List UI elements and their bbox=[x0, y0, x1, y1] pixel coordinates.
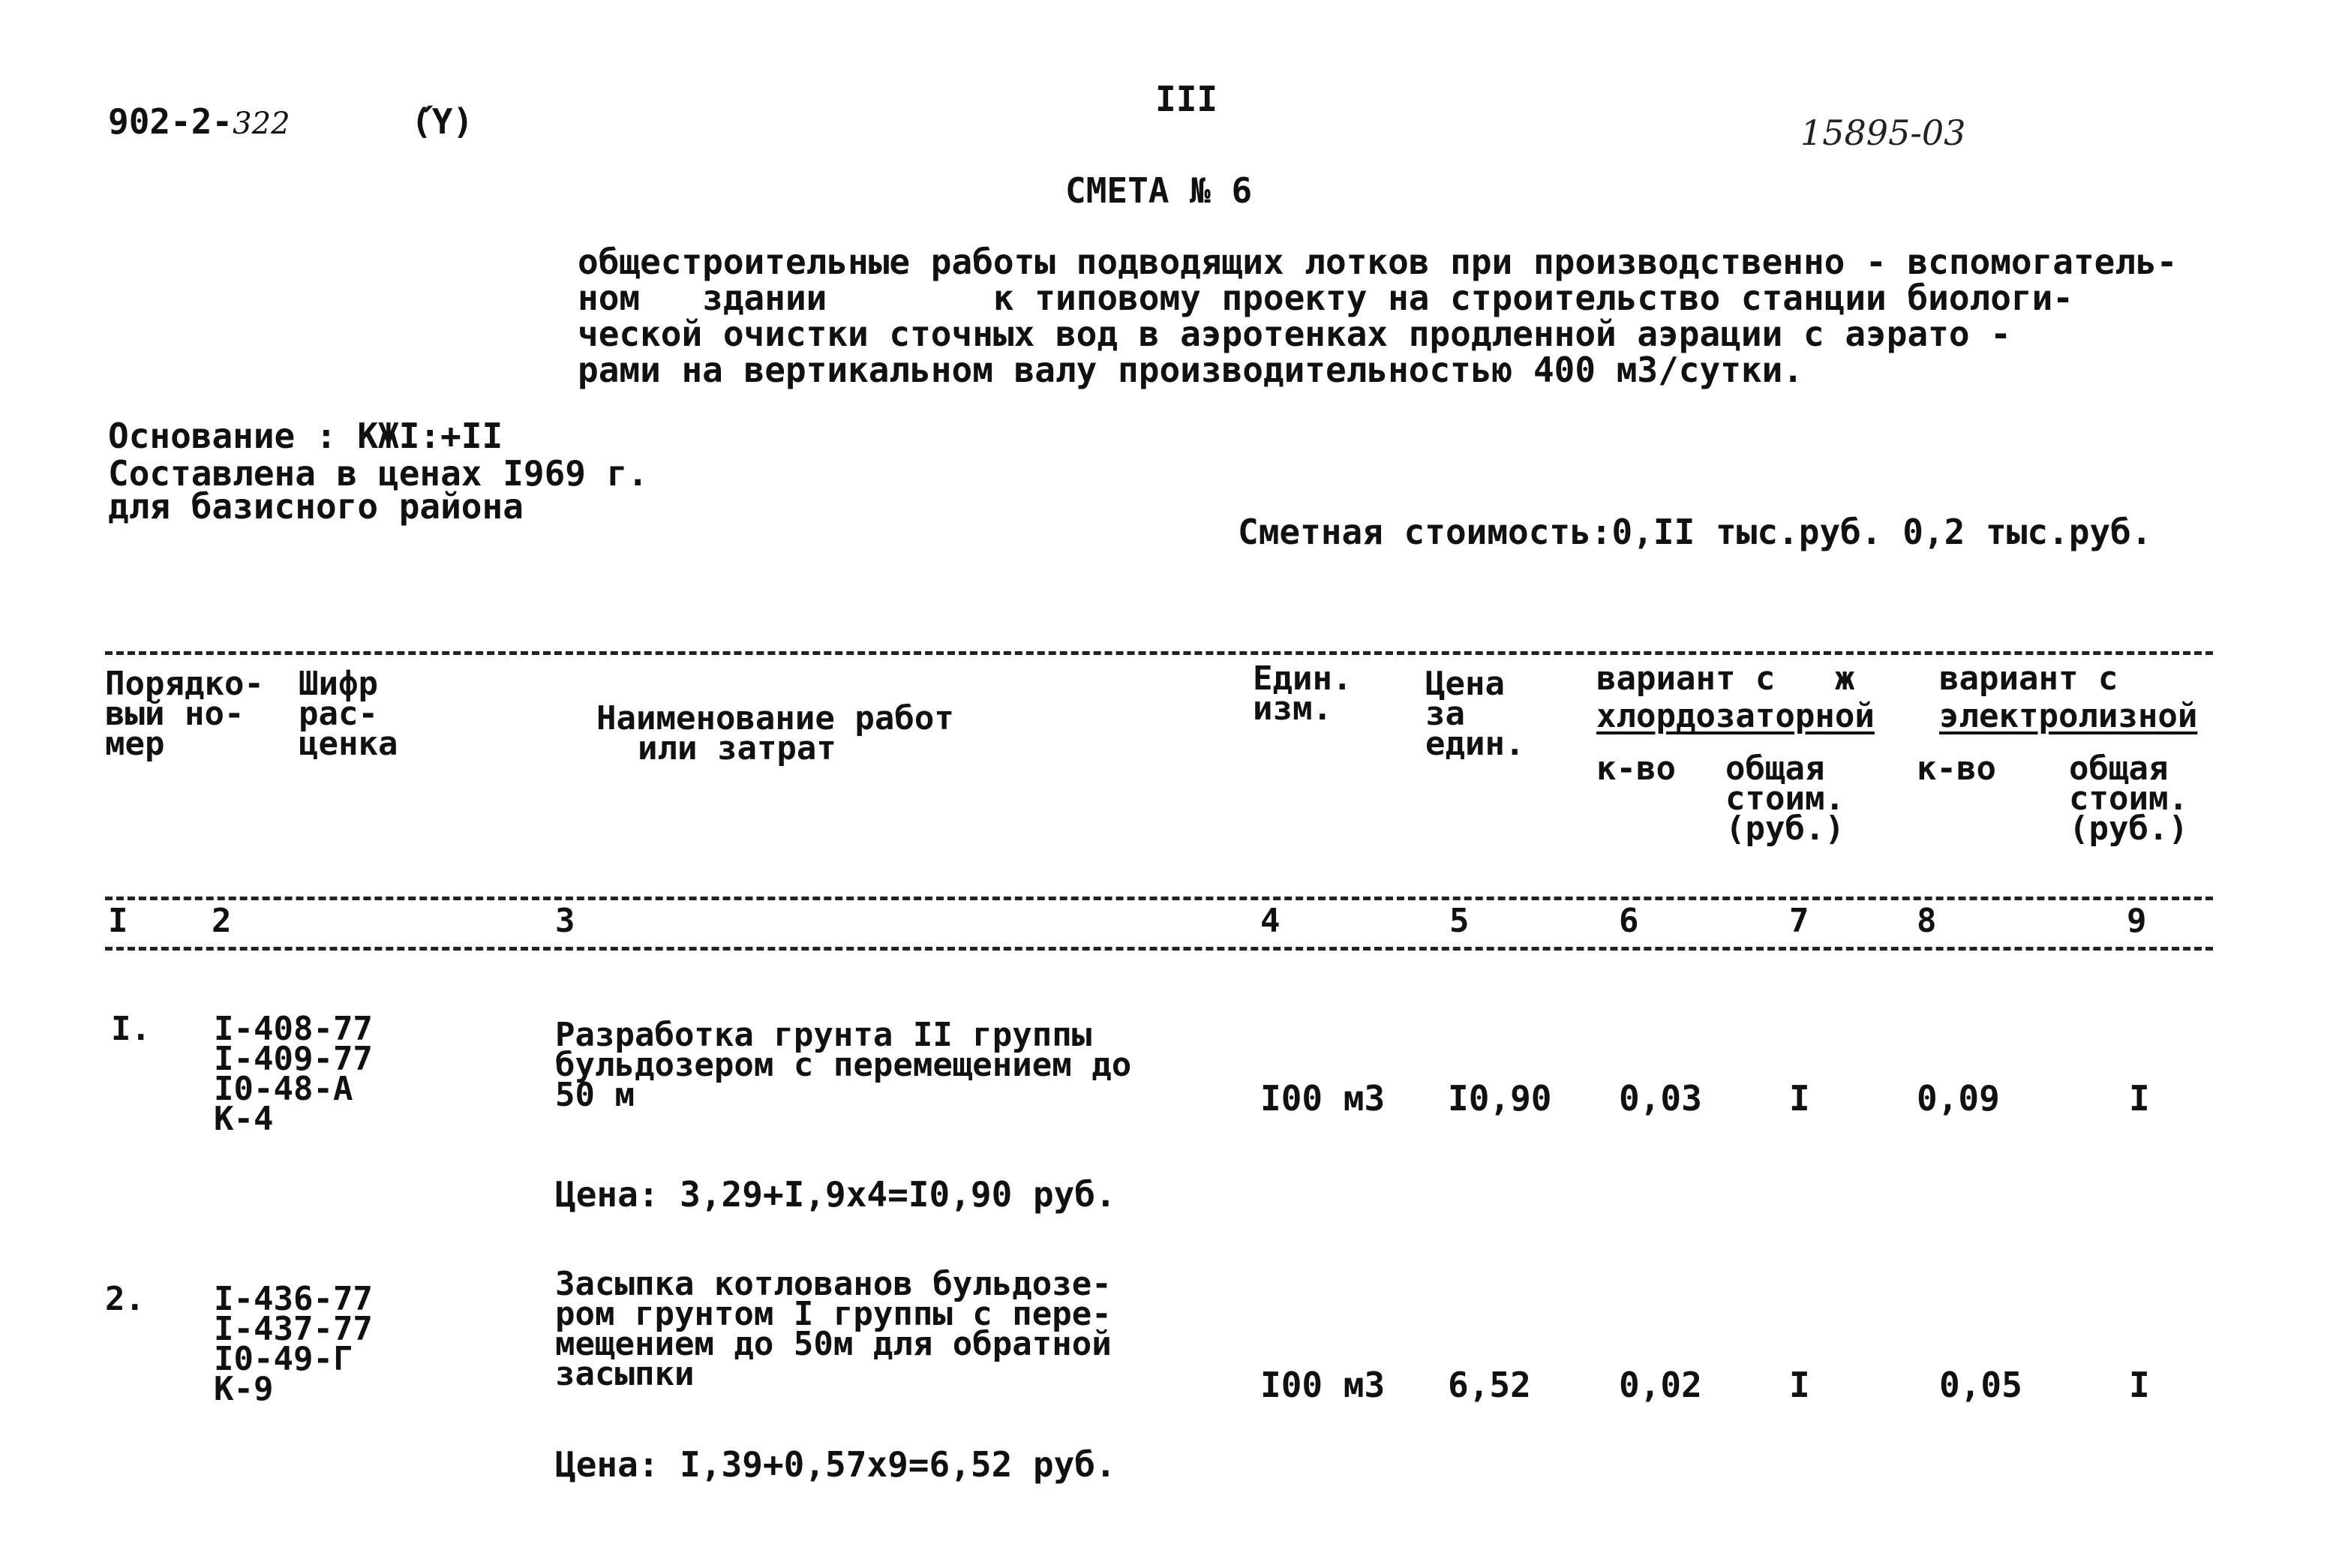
price-note: Цена: 3,29+I,9х4=I0,90 руб. bbox=[555, 1174, 1116, 1215]
price-note: Цена: I,39+0,57х9=6,52 руб. bbox=[555, 1444, 1116, 1485]
work-name bbox=[555, 1016, 1132, 1114]
row-codes bbox=[214, 1010, 373, 1138]
header-total-a-line: (руб.) bbox=[1725, 810, 1845, 848]
work-name-line: Разработка грунта II группы bbox=[555, 1016, 1092, 1054]
column-number: 8 bbox=[1917, 902, 1937, 940]
header-work-name bbox=[596, 699, 954, 767]
header-order-number bbox=[105, 665, 264, 763]
qty-variant-b: 0,05 bbox=[1939, 1365, 2022, 1405]
basis-line-3: для базисного района bbox=[108, 486, 524, 527]
work-name bbox=[555, 1265, 1112, 1393]
subject-line-1: общестроительные работы подводящих лотков при производственно - вспомогатель- bbox=[578, 242, 2178, 282]
series-prefix: 902-2- bbox=[108, 101, 233, 142]
series-suffix: 322 bbox=[233, 107, 290, 141]
row-codes bbox=[214, 1280, 373, 1408]
header-order-number-line: мер bbox=[105, 725, 165, 763]
inventory-number: 15895-03 bbox=[1800, 113, 1966, 153]
header-rate-code bbox=[299, 665, 398, 763]
column-number: 9 bbox=[2127, 902, 2147, 940]
unit: I00 м3 bbox=[1260, 1365, 1386, 1405]
work-name-line: бульдозером с перемещением до bbox=[555, 1046, 1132, 1084]
basis-line-2: Составлена в ценах I969 г. bbox=[108, 453, 649, 494]
work-name-line: засыпки bbox=[555, 1355, 695, 1393]
header-total-b bbox=[2069, 749, 2188, 848]
subject-line-4: рами на вертикальном валу производительностью 400 м3/сутки. bbox=[578, 350, 1803, 390]
header-bottom-rule bbox=[105, 897, 2213, 900]
page-number: III bbox=[1155, 79, 1218, 119]
work-name-line: мещением до 50м для обратной bbox=[555, 1325, 1112, 1363]
header-rate-code-line: рас- bbox=[299, 695, 378, 733]
header-order-number-line: вый но- bbox=[105, 695, 245, 733]
header-total-b-line: общая bbox=[2069, 749, 2169, 788]
column-number: 6 bbox=[1619, 902, 1639, 940]
page-title: СМЕТА № 6 bbox=[1065, 170, 1253, 211]
column-number: 2 bbox=[212, 902, 232, 940]
total-variant-a: I bbox=[1789, 1078, 1810, 1119]
header-qty-b: к-во bbox=[1917, 749, 1996, 788]
header-unit-price bbox=[1425, 665, 1525, 763]
header-unit bbox=[1253, 659, 1353, 728]
column-number: 5 bbox=[1449, 902, 1470, 940]
series-code bbox=[108, 101, 290, 142]
column-number: 3 bbox=[555, 902, 575, 940]
album-mark: (Ύ) bbox=[411, 101, 474, 142]
header-rate-code-line: ценка bbox=[299, 725, 398, 763]
rate-code: I-409-77 bbox=[214, 1040, 373, 1078]
column-number: 4 bbox=[1260, 902, 1281, 940]
header-work-name-line: Наименование работ bbox=[596, 699, 954, 737]
header-variant-chlorine-sub: хлордозаторной bbox=[1596, 697, 1875, 735]
rate-code: I-437-77 bbox=[214, 1310, 373, 1348]
header-work-name-line: или затрат bbox=[638, 729, 836, 767]
column-number-rule bbox=[105, 947, 2213, 951]
header-variant-chlorine: вариант с ж bbox=[1596, 659, 1855, 698]
header-unit-line: изм. bbox=[1253, 689, 1332, 728]
rate-code: I0-48-А bbox=[214, 1070, 353, 1108]
estimated-cost: Сметная стоимость:0,II тыс.руб. 0,2 тыс.руб. bbox=[1238, 512, 2152, 552]
unit-price: I0,90 bbox=[1448, 1078, 1552, 1119]
header-total-a-line: стоим. bbox=[1725, 779, 1845, 818]
header-unit-price-line: Цена bbox=[1425, 665, 1505, 703]
header-variant-electrolysis: вариант с bbox=[1939, 659, 2118, 698]
rate-code: I-408-77 bbox=[214, 1010, 373, 1048]
subject-line-3: ческой очистки сточных вод в аэротенках продленной аэрации с аэрато - bbox=[578, 314, 2011, 354]
total-variant-a: I bbox=[1789, 1365, 1810, 1405]
header-variant-electrolysis-sub: электролизной bbox=[1939, 697, 2198, 735]
header-unit-price-line: за bbox=[1425, 695, 1465, 733]
table-top-rule bbox=[105, 651, 2213, 655]
header-rate-code-line: Шифр bbox=[299, 665, 378, 703]
row-number: I. bbox=[111, 1010, 151, 1048]
qty-variant-b: 0,09 bbox=[1917, 1078, 2000, 1119]
work-name-line: ром грунтом I группы с пере- bbox=[555, 1295, 1112, 1333]
header-unit-price-line: един. bbox=[1425, 725, 1525, 763]
unit-price: 6,52 bbox=[1448, 1365, 1531, 1405]
unit: I00 м3 bbox=[1260, 1078, 1386, 1119]
total-variant-b: I bbox=[2129, 1078, 2150, 1119]
header-total-a-line: общая bbox=[1725, 749, 1825, 788]
rate-code: I0-49-Г bbox=[214, 1340, 353, 1378]
header-total-b-line: стоим. bbox=[2069, 779, 2188, 818]
qty-variant-a: 0,03 bbox=[1619, 1078, 1702, 1119]
header-total-b-line: (руб.) bbox=[2069, 810, 2188, 848]
header-order-number-line: Порядко- bbox=[105, 665, 264, 703]
subject-line-2: ном здании к типовому проекту на строительство станции биологи- bbox=[578, 278, 2073, 318]
header-qty-a: к-во bbox=[1596, 749, 1676, 788]
total-variant-b: I bbox=[2129, 1365, 2150, 1405]
column-number: I bbox=[108, 902, 128, 940]
qty-variant-a: 0,02 bbox=[1619, 1365, 1702, 1405]
header-total-a bbox=[1725, 749, 1845, 848]
column-number: 7 bbox=[1789, 902, 1809, 940]
work-name-line: 50 м bbox=[555, 1076, 635, 1114]
basis-line-1: Основание : КЖI:+II bbox=[108, 416, 503, 456]
rate-code: К-4 bbox=[214, 1100, 274, 1138]
rate-code: I-436-77 bbox=[214, 1280, 373, 1318]
header-unit-line: Един. bbox=[1253, 659, 1353, 698]
row-number: 2. bbox=[105, 1280, 145, 1318]
work-name-line: Засыпка котлованов бульдозе- bbox=[555, 1265, 1112, 1303]
rate-code: К-9 bbox=[214, 1370, 274, 1408]
